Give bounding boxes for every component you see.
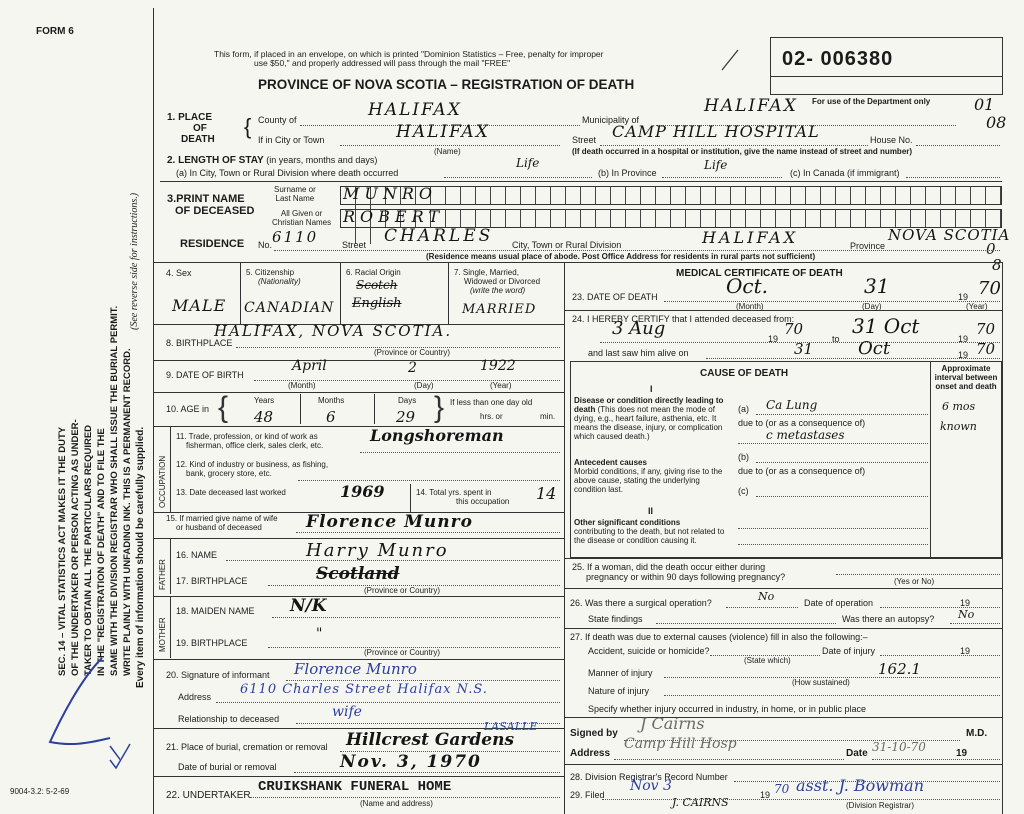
residence-city-label: City, Town or Rural Division — [512, 240, 622, 250]
trade-label — [176, 432, 323, 450]
residence-city: HALIFAX — [702, 228, 799, 247]
state-which: (State which) — [744, 656, 791, 665]
undertaker-label: 22. UNDERTAKER — [166, 790, 251, 801]
informant-address-label: Address — [178, 692, 212, 702]
attend-to-year-prefix: 19 — [958, 334, 969, 344]
date-injury-label: Date of injury — [822, 646, 876, 656]
attend-from-date: 3 Aug — [612, 318, 666, 339]
other-label-text: Other significant conditions — [574, 518, 681, 527]
county-label: County of — [258, 115, 297, 125]
marital-label-line: Widowed or Divorced — [464, 277, 541, 286]
antecedent-desc: Morbid conditions, if any, giving rise to the above cause, stating the underlying condition last. — [574, 467, 723, 494]
death-date-label: 23. DATE OF DEATH — [572, 292, 658, 302]
statute-line: OF THE UNDERTAKER OR PERSON ACTING AS UNDER- — [70, 419, 81, 676]
death-date-day: 31 — [864, 274, 890, 298]
md-label: M.D. — [966, 728, 988, 739]
citizenship-label — [246, 268, 301, 286]
municipality-label: Municipality of — [582, 115, 640, 125]
state-findings-label: State findings — [588, 614, 643, 624]
dob-year-caption: (Year) — [490, 381, 512, 390]
mailing-note-line: use $50," and properly addressed will pass through the mail "FREE" — [254, 58, 511, 68]
antecedent-label — [574, 458, 734, 494]
residence-note: (Residence means usual place of abode. Post Office Address for residents in rural parts not sufficient) — [426, 252, 816, 261]
place-label-line: 1. PLACE — [167, 112, 213, 123]
cause-due-to-2: due to (or as a consequence of) — [738, 466, 866, 476]
sig-date-value: 31-10-70 — [872, 740, 926, 754]
relationship-value: wife — [332, 704, 362, 720]
residence-province-label: Province — [850, 241, 886, 251]
medical-header: MEDICAL CERTIFICATE OF DEATH — [676, 268, 843, 279]
date-operation-label: Date of operation — [804, 598, 874, 608]
direct-label — [574, 396, 734, 441]
dob-year: 1922 — [480, 358, 516, 374]
brace: { — [244, 114, 252, 139]
autopsy-label: Was there an autopsy? — [842, 614, 935, 624]
stay-a-label: (a) In City, Town or Rural Division where death occurred — [176, 168, 399, 178]
industry-label-line: bank, grocery store, etc. — [186, 469, 272, 478]
dob-month-caption: (Month) — [288, 381, 316, 390]
industry-label — [176, 460, 328, 478]
direct-label-text: Disease or condition directly leading to death — [574, 396, 724, 414]
birthplace-label: 8. BIRTHPLACE — [166, 338, 233, 348]
father-side-label: FATHER — [158, 559, 167, 590]
form-label: FORM 6 — [36, 26, 74, 37]
father-birthplace-caption: (Province or Country) — [364, 586, 441, 595]
residence-street: CHARLES — [384, 226, 494, 246]
print-name-line: 3.PRINT NAME — [167, 193, 245, 205]
registrar-signature: asst. J. Bowman — [796, 776, 925, 795]
age-days-label: Days — [398, 396, 417, 405]
informant-address-value: 6110 Charles Street Halifax N.S. — [240, 682, 488, 697]
stay-a-value: Life — [516, 156, 540, 170]
print-name-label — [167, 193, 254, 217]
mother-birthplace-caption: (Province or Country) — [364, 648, 441, 657]
residence-no: 6110 — [272, 228, 319, 246]
q25-label-line: 25. If a woman, did the death occur either during — [572, 562, 766, 572]
stay-label — [167, 155, 377, 166]
place-label-line: OF — [193, 123, 207, 134]
filed-year-prefix: 19 — [760, 790, 771, 800]
cause-a-interval: 6 mos — [942, 400, 976, 413]
q27-label: 27. If death was due to external causes (violence) fill in also the following:– — [570, 632, 868, 642]
other-label — [574, 518, 734, 545]
last-saw-year: 70 — [976, 340, 996, 358]
brace: { — [218, 391, 229, 424]
dob-day: 2 — [408, 360, 417, 376]
total-years-line: 14. Total yrs. spent in — [416, 488, 492, 497]
birthplace-value: HALIFAX, NOVA SCOTIA. — [214, 322, 453, 340]
last-worked-value: 1969 — [340, 482, 385, 501]
filed-year: 70 — [774, 782, 790, 796]
residence-label: RESIDENCE — [180, 238, 245, 250]
cause-b-value: c metastases — [766, 428, 845, 442]
given-label — [272, 209, 331, 227]
burial-date-value: Nov. 3, 1970 — [340, 752, 482, 772]
trade-label-line: fisherman, office clerk, sales clerk, etc. — [186, 441, 324, 450]
wife-label-line: or husband of deceased — [176, 523, 262, 532]
sex-value: MALE — [172, 296, 227, 315]
initial-mark — [30, 650, 120, 760]
last-saw-label: and last saw him alive on — [588, 348, 689, 358]
marital-label-line: (write the word) — [470, 286, 526, 295]
manner-value: 162.1 — [878, 660, 921, 678]
citizenship-sub: (Nationality) — [258, 277, 301, 286]
residence-province: NOVA SCOTIA — [888, 226, 1011, 244]
dob-month: April — [292, 358, 327, 374]
wife-value: Florence Munro — [306, 512, 473, 532]
dob-day-caption: (Day) — [414, 381, 434, 390]
street-value: CAMP HILL HOSPITAL — [612, 122, 820, 141]
surname-label-line: Last Name — [275, 194, 315, 203]
registration-number: 02- 006380 — [782, 48, 894, 70]
statute-line: SEC. 14 – VITAL STATISTICS ACT MAKES IT THE DUTY — [57, 426, 68, 676]
mailing-note-line: This form, if placed in an envelope, on which is printed "Dominion Statistics – Free, penalty for improper — [214, 49, 604, 59]
attend-to-date: 31 Oct — [852, 314, 920, 338]
surname-value: MUNRO — [343, 184, 438, 203]
cause-roman-2: II — [648, 506, 654, 516]
marital-label — [454, 268, 540, 295]
dept-use-label: For use of the Department only — [812, 97, 931, 106]
mother-birthplace-label: 19. BIRTHPLACE — [176, 638, 248, 648]
age-years-label: Years — [254, 396, 275, 405]
industry-label-line: 12. Kind of industry or business, as fishing, — [176, 460, 329, 469]
sidebar-reverse-note: (See reverse side for instructions.) — [129, 192, 140, 330]
street-label: Street — [572, 135, 597, 145]
last-saw-year-prefix: 19 — [958, 350, 969, 360]
sidebar-every-item: Every item of information should be carefully supplied. — [135, 426, 146, 688]
autopsy-value: No — [958, 608, 975, 621]
given-value: ROBERT — [343, 207, 445, 226]
less-than-day: If less than one day old — [450, 398, 533, 407]
q25-label-line: pregnancy or within 90 days following pregnancy? — [586, 572, 786, 582]
print-name-line: OF DECEASED — [175, 205, 255, 217]
informant-sig-label: 20. Signature of informant — [166, 670, 270, 680]
cause-due-to-1: due to (or as a consequence of) — [738, 418, 866, 428]
min-label: min. — [540, 412, 556, 421]
age-label: 10. AGE in — [166, 404, 210, 414]
registrar-caption: (Division Registrar) — [846, 801, 915, 810]
racial-struck: English — [352, 296, 402, 311]
attend-to-prefix: to — [832, 334, 840, 344]
mother-side-label: MOTHER — [158, 617, 167, 652]
total-years-value: 14 — [536, 484, 557, 503]
attend-to-year: 70 — [976, 320, 996, 338]
father-birthplace-label: 17. BIRTHPLACE — [176, 576, 248, 586]
burial-place-value: Hillcrest Gardens — [346, 730, 515, 750]
statute-line: WRITE PLAINLY WITH UNFADING INK. THIS IS A PERMANENT RECORD. — [122, 348, 133, 676]
cause-b-interval: known — [940, 420, 977, 433]
wife-label-line: 15. If married give name of wife — [166, 514, 278, 523]
surname-label-line: Surname or — [274, 185, 316, 194]
place-label-line: DEATH — [181, 134, 215, 145]
burial-date-label: Date of burial or removal — [178, 762, 277, 772]
other-desc: contributing to the death, but not related to the disease or condition causing it. — [574, 527, 725, 545]
death-year-caption: (Year) — [966, 302, 988, 311]
signed-label: Signed by — [570, 728, 618, 739]
given-label-line: Christian Names — [272, 218, 332, 227]
age-years: 48 — [254, 408, 274, 426]
q25-label — [572, 562, 785, 582]
direct-desc: (This does not mean the mode of dying, e.g., heart failure, asthenia, etc. It means the disease, injury, or complication which caused death.) — [574, 405, 723, 441]
op-year-prefix: 19 — [960, 598, 971, 608]
statute-line: SAME WITH THE DIVISION REGISTRAR WHO SHALL ISSUE THE BURIAL PERMIT. — [109, 305, 120, 676]
surname-boxes — [340, 186, 1002, 205]
cause-b-label: (b) — [738, 452, 749, 462]
municipality-value: HALIFAX — [704, 96, 798, 116]
informant-sig-value: Florence Munro — [294, 660, 417, 678]
tick-mark — [720, 48, 740, 72]
burial-lasalle: LASALLE — [484, 720, 538, 733]
attend-from-year: 70 — [784, 320, 804, 338]
form-code: 9004-3.2: 5-2-69 — [10, 787, 70, 796]
filed-value: Nov 3 — [630, 778, 672, 794]
relationship-label: Relationship to deceased — [178, 714, 280, 724]
sig-date-label: Date — [846, 748, 868, 759]
cause-c-label: (c) — [738, 486, 749, 496]
specify-label: Specify whether injury occurred in industry, in home, or in public place — [588, 704, 866, 714]
mother-maiden-label: 18. MAIDEN NAME — [176, 606, 255, 616]
undertaker-caption: (Name and address) — [360, 799, 433, 808]
hospital-note: (If death occurred in a hospital or institution, give the name instead of street and number) — [572, 147, 913, 156]
statute-line: IN THE "REGISTRATION OF DEATH" AND TO FILE THE — [96, 428, 107, 676]
stay-b-label: (b) In Province — [598, 168, 657, 178]
q25-yes-no: (Yes or No) — [894, 577, 935, 586]
mailing-note — [214, 50, 603, 68]
record-number-label: 28. Division Registrar's Record Number — [570, 772, 728, 782]
death-date-year: 70 — [978, 278, 1001, 299]
occupation-side-label: OCCUPATION — [158, 455, 167, 508]
mother-birthplace-value: " — [316, 626, 323, 642]
form-title: PROVINCE OF NOVA SCOTIA – REGISTRATION OF DEATH — [258, 77, 635, 92]
father-name-value: Harry Munro — [306, 540, 449, 561]
cause-a-value: Ca Lung — [766, 398, 818, 412]
stay-c-label: (c) In Canada (if immigrant) — [790, 168, 900, 178]
surgical-label: 26. Was there a surgical operation? — [570, 598, 712, 608]
sig-address-label: Address — [570, 748, 611, 759]
death-month-caption: (Month) — [736, 302, 764, 311]
residence-no-label: No. — [258, 240, 273, 250]
citizenship-label-line: 5. Citizenship — [246, 268, 295, 277]
house-label: House No. — [870, 135, 913, 145]
dob-label: 9. DATE OF BIRTH — [166, 370, 244, 380]
surname-label — [274, 185, 316, 203]
racial-value: Scotch — [356, 278, 398, 292]
citizenship-value: CANADIAN — [244, 300, 335, 316]
death-year-prefix: 19 — [958, 292, 969, 302]
trade-label-line: 11. Trade, profession, or kind of work as — [176, 432, 318, 441]
attend-from-year-prefix: 19 — [768, 334, 779, 344]
name-caption: (Name) — [434, 147, 461, 156]
check-mark — [108, 742, 132, 772]
signed-value: J Cairns — [640, 714, 705, 733]
father-birthplace-value: Scotland — [316, 564, 400, 584]
sidebar-statute — [56, 306, 134, 676]
wife-label — [166, 514, 278, 532]
city-value: HALIFAX — [396, 122, 490, 142]
manner-label: Manner of injury — [588, 668, 653, 678]
dept-code: 08 — [986, 113, 1007, 132]
sex-label: 4. Sex — [166, 268, 192, 278]
dept-code: 01 — [974, 95, 995, 114]
how-sustained: (How sustained) — [792, 678, 850, 687]
sig-address-value: Camp Hill Hosp — [624, 736, 737, 752]
interval-header: Approximate interval between onset and death — [934, 364, 998, 391]
last-saw-day: 31 — [794, 340, 814, 358]
county-value: HALIFAX — [368, 100, 462, 120]
filed-label: 29. Filed — [570, 790, 605, 800]
cause-header: CAUSE OF DEATH — [700, 368, 789, 379]
filed-cairns: J. CAIRNS — [672, 796, 729, 809]
residence-street-label: Street — [342, 240, 367, 250]
marital-value: MARRIED — [462, 302, 537, 317]
stay-sub: (in years, months and days) — [266, 155, 378, 165]
place-label — [167, 112, 215, 145]
undertaker-value: CRUIKSHANK FUNERAL HOME — [258, 779, 452, 795]
age-months: 6 — [326, 408, 336, 426]
trade-value: Longshoreman — [370, 426, 504, 445]
cause-roman-1: I — [650, 384, 653, 394]
death-day-caption: (Day) — [862, 302, 882, 311]
death-date-month: Oct. — [726, 274, 768, 298]
attend-label: 24. I HEREBY CERTIFY that I attended deceased from: — [572, 314, 795, 324]
cause-a-label: (a) — [738, 404, 749, 414]
age-days: 29 — [396, 408, 416, 426]
total-years-line: this occupation — [456, 497, 510, 506]
injury-year-prefix: 19 — [960, 646, 971, 656]
racial-label: 6. Racial Origin — [346, 268, 401, 277]
dept-code: 8 — [992, 256, 1002, 274]
city-label: If in City or Town — [258, 135, 325, 145]
birthplace-caption: (Province or Country) — [374, 348, 451, 357]
last-worked-label: 13. Date deceased last worked — [176, 488, 286, 497]
sig-year-suffix: 19 — [956, 748, 968, 759]
brace: } — [434, 391, 445, 424]
nature-label: Nature of injury — [588, 686, 650, 696]
father-name-label: 16. NAME — [176, 550, 218, 560]
burial-place-label: 21. Place of burial, cremation or removal — [166, 742, 328, 752]
antecedent-label-text: Antecedent causes — [574, 458, 647, 467]
statute-line: TAKER TO OBTAIN ALL THE PARTICULARS REQUIRED — [83, 424, 94, 676]
dept-code: 0 — [986, 240, 996, 258]
age-months-label: Months — [318, 396, 345, 405]
total-years-label — [416, 488, 509, 506]
hrs-label: hrs. or — [480, 412, 503, 421]
last-saw-month: Oct — [858, 338, 891, 359]
accident-label: Accident, suicide or homicide? — [588, 646, 710, 656]
mother-maiden-value: N/K — [290, 596, 327, 616]
given-label-line: All Given or — [280, 209, 323, 218]
marital-label-line: 7. Single, Married, — [454, 268, 519, 277]
stay-label-text: 2. LENGTH OF STAY — [167, 155, 264, 166]
stay-b-value: Life — [704, 158, 728, 172]
surgical-value: No — [758, 590, 775, 603]
